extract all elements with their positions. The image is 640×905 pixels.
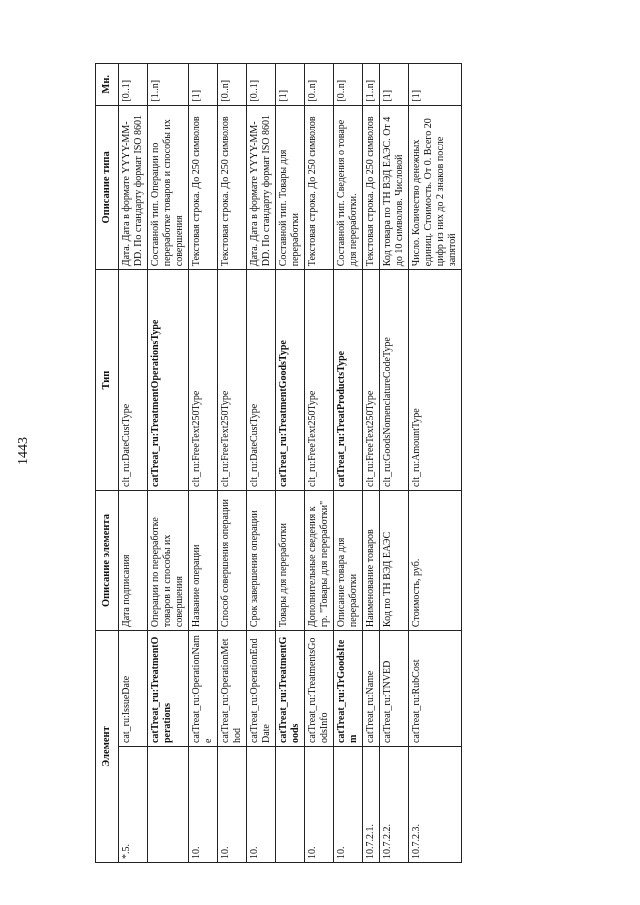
row-number: 10.	[247, 747, 276, 863]
table-row	[305, 64, 334, 863]
row-number: 10.7.2.1.	[363, 747, 380, 863]
row-element: catTreat_ru:Name	[363, 631, 380, 747]
row-type: clt_ru:DateCustType	[247, 270, 276, 491]
row-type-desc: Текстовая строка. До 250 символов	[305, 105, 334, 270]
row-type-desc: Составной тип. Товары для переработки	[276, 105, 305, 270]
table-row	[380, 64, 409, 863]
row-type: catTreat_ru:TreatmentGoodsType	[276, 270, 305, 491]
row-mult: [1..n]	[148, 64, 189, 106]
row-type-desc: Текстовая строка. До 250 символов	[189, 105, 218, 270]
row-element: catTreat_ru:OperationMethod	[218, 631, 247, 747]
row-mult: [0..1]	[119, 64, 148, 106]
row-element: catTreat_ru:TNVED	[380, 631, 409, 747]
header-mult: Мн.	[96, 64, 119, 106]
row-number: 10.	[218, 747, 247, 863]
row-number: 10.7.2.3.	[409, 747, 462, 863]
row-number: *.5.	[119, 747, 148, 863]
rotated-table-container	[95, 63, 540, 863]
row-element: catTreat_ru:TreatmentsGoodsInfo	[305, 631, 334, 747]
page-number: 1443	[16, 437, 31, 465]
row-element-desc: Стоимость, руб.	[409, 491, 462, 631]
row-element: catTreat_ru:OperationName	[189, 631, 218, 747]
row-element: catTreat_ru:TreatmentGoods	[276, 631, 305, 747]
row-number	[276, 747, 305, 863]
table-row	[409, 64, 462, 863]
table-row	[218, 64, 247, 863]
row-element-desc: Товары для переработки	[276, 491, 305, 631]
row-mult: [1]	[276, 64, 305, 106]
row-mult: [0..n]	[305, 64, 334, 106]
row-element-desc: Название операции	[189, 491, 218, 631]
row-type-desc: Дата. Дата в формате YYYY-MM-DD. По стандарту формат ISO 8601	[119, 105, 148, 270]
row-type-desc: Число. Количество денежных единиц. Стоимость. От 0. Всего 20 цифр из них до 2 знаков после запятой	[409, 105, 462, 270]
row-type-desc: Код товара по ТН ВЭД ЕАЭС. От 4 до 10 символов. Числовой	[380, 105, 409, 270]
row-mult: [0..n]	[334, 64, 363, 106]
row-element: catTreat_ru:TreatmentOperations	[148, 631, 189, 747]
table-row	[276, 64, 305, 863]
row-type-desc: Дата. Дата в формате YYYY-MM-DD. По стандарту формат ISO 8601	[247, 105, 276, 270]
row-element: catTreat_ru:TrGoodsItem	[334, 631, 363, 747]
row-mult: [1]	[189, 64, 218, 106]
table-row	[247, 64, 276, 863]
header-type: Тип	[96, 270, 119, 491]
table-header-row	[96, 64, 119, 863]
row-mult: [0..1]	[247, 64, 276, 106]
row-element-desc: Способ совершения операции	[218, 491, 247, 631]
row-element-desc: Операции по переработке товаров и способы их совершения	[148, 491, 189, 631]
table-row	[119, 64, 148, 863]
table-row	[334, 64, 363, 863]
row-element-desc: Описание товара для переработки	[334, 491, 363, 631]
row-number: 10.7.2.2.	[380, 747, 409, 863]
row-type-desc: Составной тип. Операции по переработке товаров и способы их совершения	[148, 105, 189, 270]
row-type-desc: Текстовая строка. До 250 символов	[218, 105, 247, 270]
row-type: clt_ru:GoodsNomenclatureCodeType	[380, 270, 409, 491]
row-type: clt_ru:DateCustType	[119, 270, 148, 491]
row-type: clt_ru:FreeText250Type	[305, 270, 334, 491]
schema-table	[95, 63, 462, 863]
row-type: clt_ru:FreeText250Type	[218, 270, 247, 491]
row-number: 10.	[189, 747, 218, 863]
row-type-desc: Составной тип. Сведения о товаре для переработки.	[334, 105, 363, 270]
row-number: 10.	[305, 747, 334, 863]
row-element-desc: Дополнительные сведения к гр. "Товары для переработки"	[305, 491, 334, 631]
table-row	[148, 64, 189, 863]
header-element-desc: Описание элемента	[96, 491, 119, 631]
table-row	[189, 64, 218, 863]
row-element-desc: Дата подписания	[119, 491, 148, 631]
row-element: catTreat_ru:RubCost	[409, 631, 462, 747]
row-element-desc: Наименование товаров	[363, 491, 380, 631]
row-number: 10.	[334, 747, 363, 863]
row-mult: [1..n]	[363, 64, 380, 106]
row-type: clt_ru:FreeText250Type	[363, 270, 380, 491]
row-mult: [0..n]	[218, 64, 247, 106]
header-element: Элемент	[96, 631, 119, 863]
row-number	[148, 747, 189, 863]
row-element: catTreat_ru:OperationEndDate	[247, 631, 276, 747]
row-element-desc: Код по ТН ВЭД ЕАЭС	[380, 491, 409, 631]
table-row	[363, 64, 380, 863]
row-mult: [1]	[409, 64, 462, 106]
row-type: catTreat_ru:TreatmentOperationsType	[148, 270, 189, 491]
row-element-desc: Срок завершения операции	[247, 491, 276, 631]
header-type-desc: Описание типа	[96, 105, 119, 270]
row-element: cat_ru:IssueDate	[119, 631, 148, 747]
row-type: clt_ru:AmountType	[409, 270, 462, 491]
row-type-desc: Текстовая строка. До 250 символов	[363, 105, 380, 270]
row-type: clt_ru:FreeText250Type	[189, 270, 218, 491]
row-type: catTreat_ru:TreatProductsType	[334, 270, 363, 491]
row-mult: [1]	[380, 64, 409, 106]
